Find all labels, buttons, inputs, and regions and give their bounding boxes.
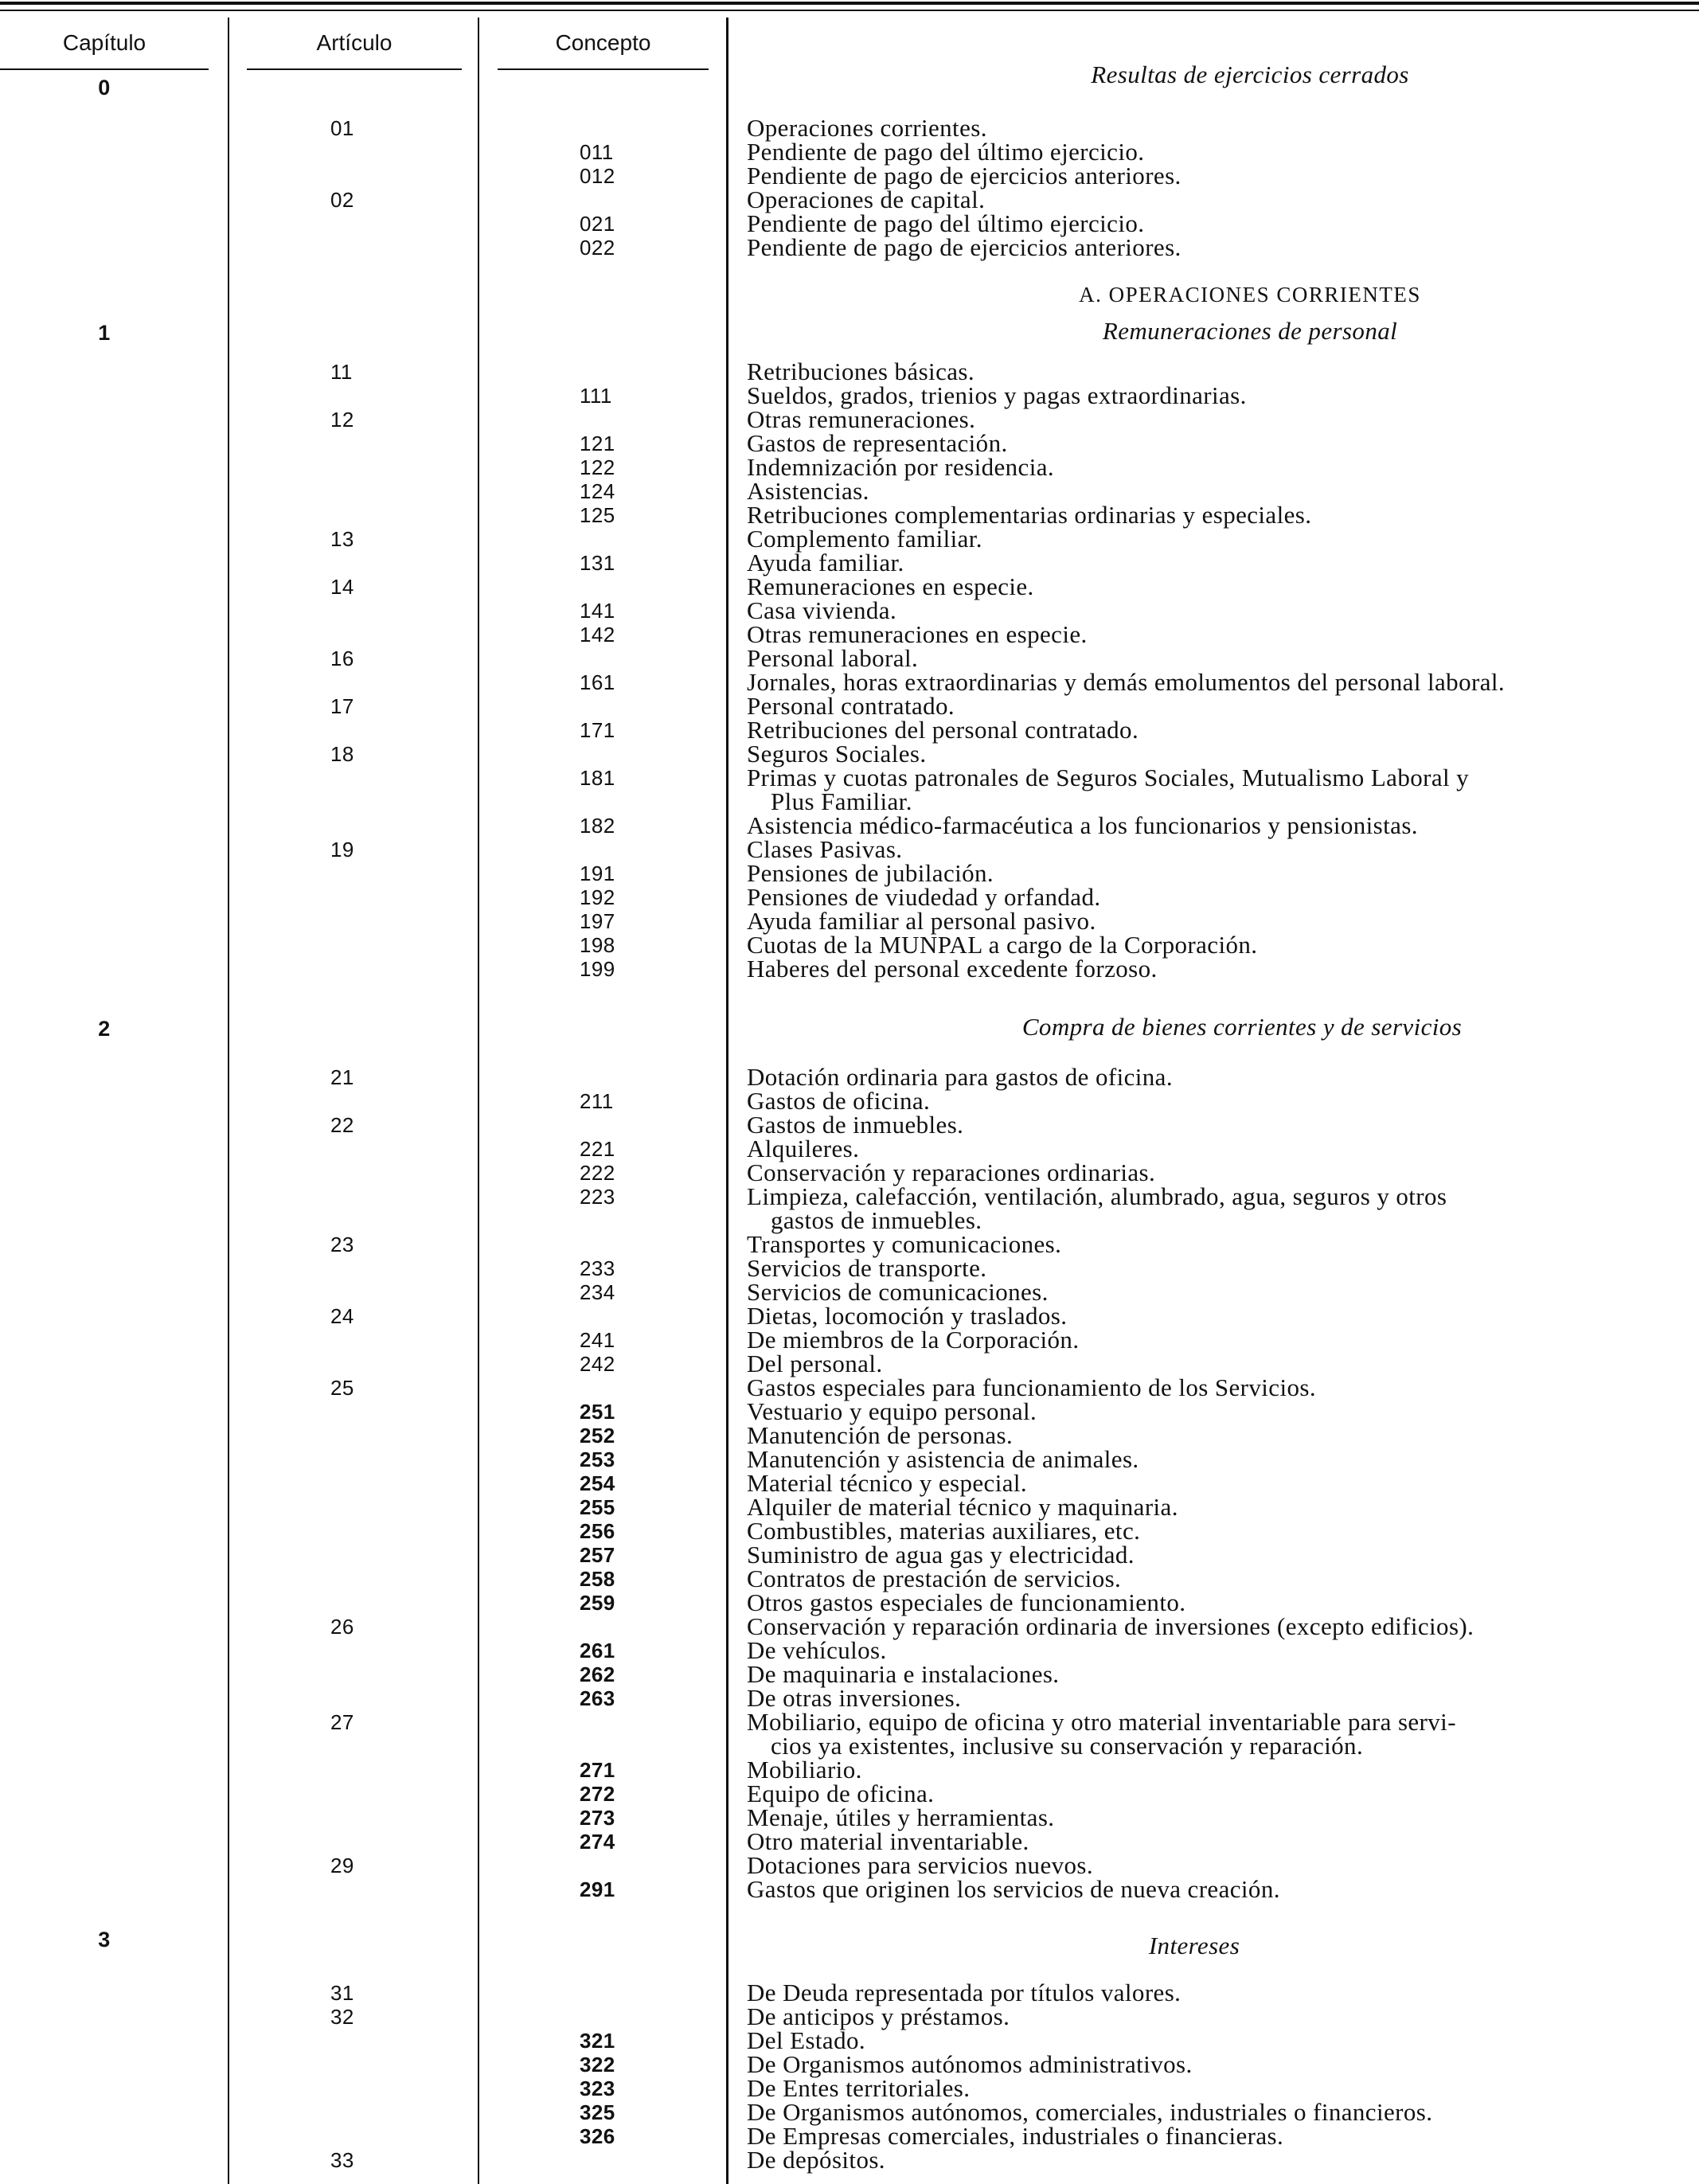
concept-code: 211 xyxy=(580,1089,614,1113)
line-description: Gastos de representación. xyxy=(747,429,1008,457)
article-code: 24 xyxy=(330,1304,354,1328)
concept-code: 124 xyxy=(580,479,615,503)
line-description: Mobiliario. xyxy=(747,1756,862,1784)
concept-code: 323 xyxy=(580,2077,615,2100)
concept-code: 121 xyxy=(580,432,615,455)
concept-code: 125 xyxy=(580,503,615,527)
line-description: Haberes del personal excedente forzoso. xyxy=(747,955,1158,983)
line-description: Equipo de oficina. xyxy=(747,1780,935,1807)
concept-code: 199 xyxy=(580,957,615,981)
column-rule-1 xyxy=(228,18,229,2184)
line-description: Vestuario y equipo personal. xyxy=(747,1397,1037,1425)
line-description: Gastos que originen los servicios de nueva creación. xyxy=(747,1875,1280,1903)
line-description: De depósitos. xyxy=(747,2146,885,2174)
article-code: 25 xyxy=(330,1376,354,1400)
header-underline-articulo xyxy=(247,68,462,70)
concept-code: 326 xyxy=(580,2124,615,2148)
line-description: De otras inversiones. xyxy=(747,1684,962,1712)
line-description: Pendiente de pago de ejercicios anteriores. xyxy=(747,162,1181,189)
line-description: Dotaciones para servicios nuevos. xyxy=(747,1851,1094,1879)
line-description: De vehículos. xyxy=(747,1636,887,1664)
article-code: 16 xyxy=(330,647,354,670)
concept-code: 142 xyxy=(580,623,615,647)
concept-code: 322 xyxy=(580,2053,615,2077)
section-subtitle: A. OPERACIONES CORRIENTES xyxy=(1079,283,1421,307)
concept-code: 252 xyxy=(580,1424,615,1448)
concept-code: 256 xyxy=(580,1519,615,1543)
article-code: 11 xyxy=(330,360,353,384)
chapter-title: Intereses xyxy=(1148,1932,1240,1959)
header-underline-capitulo xyxy=(0,68,209,70)
line-description: Sueldos, grados, trienios y pagas extraordinarias. xyxy=(747,381,1247,409)
line-description: Manutención de personas. xyxy=(747,1421,1014,1449)
line-description: cios ya existentes, inclusive su conservación y reparación. xyxy=(771,1732,1364,1760)
line-description: Menaje, útiles y herramientas. xyxy=(747,1803,1055,1831)
line-description: Del Estado. xyxy=(747,2026,866,2054)
line-description: Mobiliario, equipo de oficina y otro material inventariable para servi- xyxy=(747,1708,1456,1736)
concept-code: 259 xyxy=(580,1591,615,1615)
line-description: Suministro de agua gas y electricidad. xyxy=(747,1541,1135,1569)
line-description: Remuneraciones en especie. xyxy=(747,572,1034,600)
line-description: Otro material inventariable. xyxy=(747,1827,1029,1855)
article-code: 33 xyxy=(330,2148,354,2172)
article-code: 19 xyxy=(330,838,354,861)
article-code: 27 xyxy=(330,1710,354,1734)
line-description: Manutención y asistencia de animales. xyxy=(747,1445,1139,1473)
line-description: Pendiente de pago de ejercicios anteriores. xyxy=(747,233,1181,261)
line-description: De Organismos autónomos administrativos. xyxy=(747,2050,1193,2078)
line-description: De Entes territoriales. xyxy=(747,2074,971,2102)
concept-code: 192 xyxy=(580,885,615,909)
chapter-title: Compra de bienes corrientes y de servicios xyxy=(1021,1013,1463,1041)
line-description: Conservación y reparación ordinaria de inversiones (excepto edificios). xyxy=(747,1612,1474,1640)
line-description: Otras remuneraciones. xyxy=(747,405,976,433)
article-code: 32 xyxy=(330,2005,354,2029)
concept-code: 234 xyxy=(580,1280,615,1304)
line-description: Retribuciones básicas. xyxy=(747,357,974,385)
line-description: Asistencia médico-farmacéutica a los funcionarios y pensionistas. xyxy=(747,811,1418,839)
line-description: De Organismos autónomos, comerciales, industriales o financieros. xyxy=(747,2098,1433,2126)
line-description: Gastos especiales para funcionamiento de los Servicios. xyxy=(747,1373,1316,1401)
line-description: De Deuda representada por títulos valores. xyxy=(747,1979,1181,2006)
line-description: De anticipos y préstamos. xyxy=(747,2002,1010,2030)
concept-code: 222 xyxy=(580,1161,615,1185)
line-description: Casa vivienda. xyxy=(747,596,897,624)
line-description: Otras remuneraciones en especie. xyxy=(747,620,1088,648)
column-rule-3 xyxy=(726,18,728,2184)
line-description: Seguros Sociales. xyxy=(747,740,927,768)
concept-code: 272 xyxy=(580,1782,615,1806)
concept-code: 198 xyxy=(580,933,615,957)
line-description: Otros gastos especiales de funcionamiento. xyxy=(747,1588,1186,1616)
line-description: Del personal. xyxy=(747,1350,883,1377)
concept-code: 182 xyxy=(580,814,615,838)
line-description: Pendiente de pago del último ejercicio. xyxy=(747,209,1145,237)
concept-code: 255 xyxy=(580,1495,615,1519)
concept-code: 254 xyxy=(580,1471,615,1495)
line-description: Personal contratado. xyxy=(747,692,955,720)
line-description: Limpieza, calefacción, ventilación, alumbrado, agua, seguros y otros xyxy=(747,1182,1447,1210)
line-description: Dotación ordinaria para gastos de oficina. xyxy=(747,1063,1173,1091)
line-description: Jornales, horas extraordinarias y demás emolumentos del personal laboral. xyxy=(747,668,1506,696)
line-description: Conservación y reparaciones ordinarias. xyxy=(747,1158,1156,1186)
chapter-title: Resultas de ejercicios cerrados xyxy=(1091,61,1409,88)
line-description: Gastos de inmuebles. xyxy=(747,1111,964,1139)
line-description: Gastos de oficina. xyxy=(747,1087,931,1115)
line-description: Complemento familiar. xyxy=(747,525,982,553)
article-code: 23 xyxy=(330,1233,354,1256)
concept-code: 291 xyxy=(580,1877,615,1901)
concept-code: 021 xyxy=(580,212,615,236)
concept-code: 253 xyxy=(580,1448,615,1471)
chapter-title: Remuneraciones de personal xyxy=(1102,317,1398,345)
line-description: Alquileres. xyxy=(747,1135,860,1162)
line-description: gastos de inmuebles. xyxy=(771,1206,982,1234)
top-rule-thin xyxy=(0,10,1699,11)
concept-code: 131 xyxy=(580,551,615,575)
line-description: Plus Familiar. xyxy=(771,787,912,815)
concept-code: 191 xyxy=(580,861,615,885)
concept-code: 241 xyxy=(580,1328,615,1352)
article-code: 13 xyxy=(330,527,354,551)
concept-code: 258 xyxy=(580,1567,615,1591)
concept-code: 181 xyxy=(580,766,615,790)
article-code: 29 xyxy=(330,1854,354,1877)
article-code: 01 xyxy=(330,116,354,140)
article-code: 22 xyxy=(330,1113,354,1137)
line-description: Combustibles, materias auxiliares, etc. xyxy=(747,1517,1141,1545)
concept-code: 263 xyxy=(580,1686,615,1710)
concept-code: 022 xyxy=(580,236,615,260)
line-description: Contratos de prestación de servicios. xyxy=(747,1565,1122,1592)
concept-code: 262 xyxy=(580,1662,615,1686)
concept-code: 273 xyxy=(580,1806,615,1830)
concept-code: 197 xyxy=(580,909,615,933)
column-rule-2 xyxy=(478,18,479,2184)
line-description: Alquiler de material técnico y maquinaria. xyxy=(747,1493,1178,1521)
line-description: Pendiente de pago del último ejercicio. xyxy=(747,138,1145,166)
line-description: Servicios de transporte. xyxy=(747,1254,987,1282)
top-rule-thick xyxy=(0,2,1699,5)
concept-code: 261 xyxy=(580,1639,615,1662)
header-capitulo: Capítulo xyxy=(62,30,146,55)
concept-code: 122 xyxy=(580,455,615,479)
article-code: 21 xyxy=(330,1065,354,1089)
line-description: De miembros de la Corporación. xyxy=(747,1326,1080,1354)
article-code: 26 xyxy=(330,1615,354,1639)
line-description: Material técnico y especial. xyxy=(747,1469,1028,1497)
header-underline-concepto xyxy=(498,68,709,70)
concept-code: 141 xyxy=(580,599,615,623)
line-description: Pensiones de viudedad y orfandad. xyxy=(747,883,1101,911)
article-code: 02 xyxy=(330,188,354,212)
concept-code: 274 xyxy=(580,1830,615,1854)
line-description: Cuotas de la MUNPAL a cargo de la Corporación. xyxy=(747,931,1258,959)
concept-code: 223 xyxy=(580,1185,615,1209)
article-code: 17 xyxy=(330,694,354,718)
article-code: 12 xyxy=(330,408,354,432)
concept-code: 171 xyxy=(580,718,615,742)
line-description: Transportes y comunicaciones. xyxy=(747,1230,1062,1258)
concept-code: 242 xyxy=(580,1352,615,1376)
line-description: Retribuciones del personal contratado. xyxy=(747,716,1139,744)
concept-code: 321 xyxy=(580,2029,615,2053)
line-description: Ayuda familiar al personal pasivo. xyxy=(747,907,1096,935)
article-code: 31 xyxy=(330,1981,354,2005)
line-description: Asistencias. xyxy=(747,477,869,505)
concept-code: 221 xyxy=(580,1137,615,1161)
line-description: Clases Pasivas. xyxy=(747,835,903,863)
concept-code: 111 xyxy=(580,384,612,408)
concept-code: 251 xyxy=(580,1400,615,1424)
concept-code: 325 xyxy=(580,2100,615,2124)
header-concepto: Concepto xyxy=(555,30,651,55)
line-description: Dietas, locomoción y traslados. xyxy=(747,1302,1068,1330)
chapter-number: 1 xyxy=(98,321,111,345)
line-description: De maquinaria e instalaciones. xyxy=(747,1660,1060,1688)
line-description: Retribuciones complementarias ordinarias y especiales. xyxy=(747,501,1312,529)
line-description: Indemnización por residencia. xyxy=(747,453,1055,481)
chapter-number: 3 xyxy=(98,1928,111,1952)
concept-code: 012 xyxy=(580,164,615,188)
concept-code: 161 xyxy=(580,670,615,694)
concept-code: 233 xyxy=(580,1256,615,1280)
concept-code: 257 xyxy=(580,1543,615,1567)
line-description: Operaciones de capital. xyxy=(747,186,986,213)
line-description: De Empresas comerciales, industriales o financieras. xyxy=(747,2122,1284,2150)
line-description: Servicios de comunicaciones. xyxy=(747,1278,1049,1306)
article-code: 14 xyxy=(330,575,354,599)
line-description: Pensiones de jubilación. xyxy=(747,859,994,887)
line-description: Ayuda familiar. xyxy=(747,549,904,576)
chapter-number: 2 xyxy=(98,1017,111,1041)
line-description: Operaciones corrientes. xyxy=(747,114,987,142)
concept-code: 011 xyxy=(580,140,614,164)
line-description: Primas y cuotas patronales de Seguros Sociales, Mutualismo Laboral y xyxy=(747,764,1470,791)
line-description: Personal laboral. xyxy=(747,644,919,672)
chapter-number: 0 xyxy=(98,76,111,100)
header-articulo: Artículo xyxy=(316,30,393,55)
concept-code: 271 xyxy=(580,1758,615,1782)
article-code: 18 xyxy=(330,742,354,766)
